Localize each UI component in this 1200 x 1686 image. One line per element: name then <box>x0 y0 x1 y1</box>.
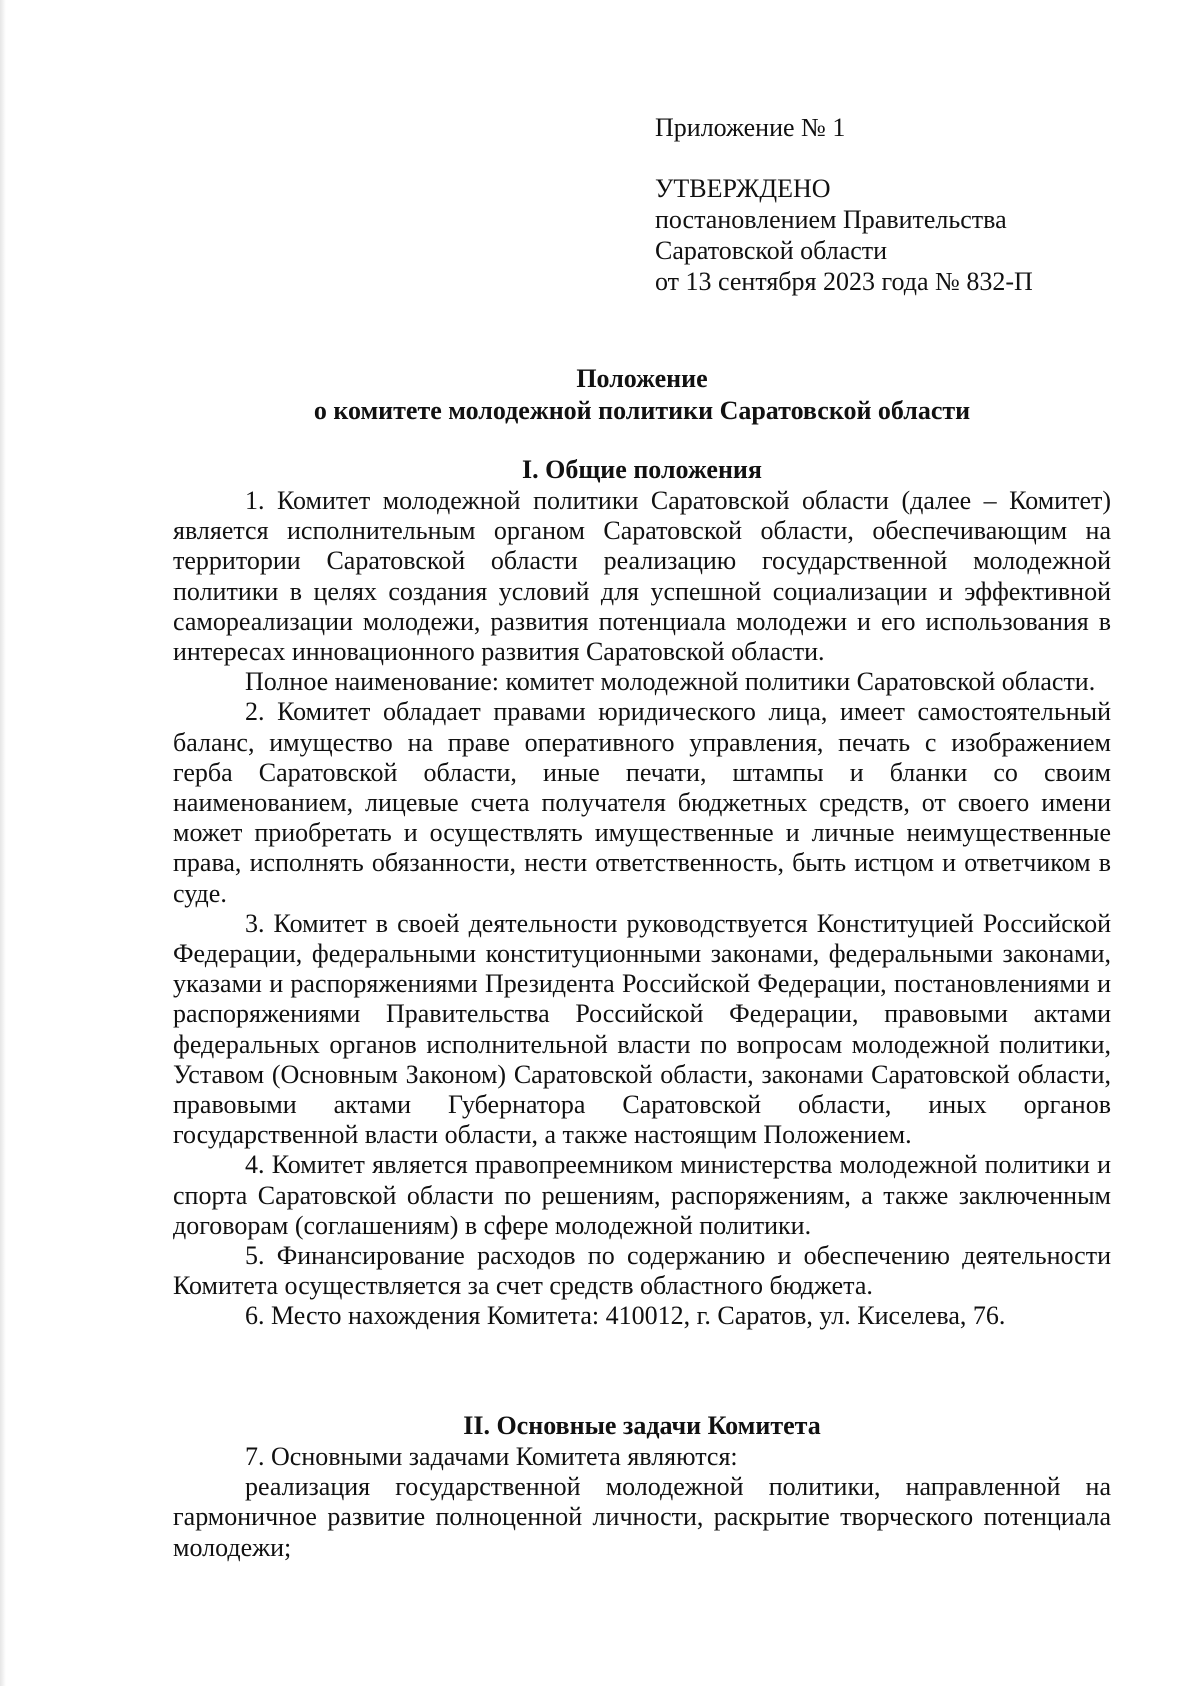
paragraph-7: 7. Основными задачами Комитета являются: <box>245 1442 738 1471</box>
approval-line-2: Саратовской области <box>655 236 888 265</box>
paragraph-1: 1. Комитет молодежной политики Саратовской области (далее – Комитет) является исполнительным органом Саратовской области, обеспечивающим на территории Саратовской области реализацию государственной молодежной политики в целях создания условий для успешной социализации и эффективной самореализации молодежи, развития потенциала молодежи и его использования в интересах инновационного развития Саратовской области. <box>173 486 1111 667</box>
approved-label: УТВЕРЖДЕНО <box>655 174 831 203</box>
paragraph-3: 3. Комитет в своей деятельности руководствуется Конституцией Российской Федерации, федеральными конституционными законами, федеральными законами, указами и распоряжениями Президента Российской Федерации, постановлениями и распоряжениями Правительства Российской Федерации, правовыми актами федеральных органов исполнительной власти по вопросам молодежной политики, Уставом (Основным Законом) Саратовской области, законами Саратовской области, правовыми актами Губернатора Саратовской области, иных органов государственной власти области, а также настоящим Положением. <box>173 908 1111 1150</box>
paragraph-6: 6. Место нахождения Комитета: 410012, г. Саратов, ул. Киселева, 76. <box>245 1301 1006 1331</box>
paragraph-4: 4. Комитет является правопреемником министерства молодежной политики и спорта Саратовской области по решениям, распоряжениям, а также заключенным договорам (соглашениям) в сфере молодежной политики. <box>173 1150 1111 1240</box>
document-title-line-2: о комитете молодежной политики Саратовской области <box>313 396 971 425</box>
section-2-body <box>173 1442 1111 1563</box>
document-title <box>173 363 1111 427</box>
paragraph-full-name: Полное наименование: комитет молодежной политики Саратовской области. <box>245 667 1096 697</box>
paragraph-2: 2. Комитет обладает правами юридического лица, имеет самостоятельный баланс, имущество на праве оперативного управления, печать с изображением герба Саратовской области, иные печати, штампы и бланки со своим наименованием, лицевые счета получателя бюджетных средств, от своего имени может приобретать и осуществлять имущественные и личные неимущественные права, исполнять обязанности, нести ответственность, быть истцом и ответчиком в суде. <box>173 697 1111 908</box>
section-1-heading: I. Общие положения <box>522 455 762 484</box>
document-title-line-1: Положение <box>576 364 708 393</box>
section-1-body <box>173 486 1111 1332</box>
paragraph-7-item-1: реализация государственной молодежной политики, направленной на гармоничное развитие полноценной личности, раскрытие творческого потенциала молодежи; <box>173 1472 1111 1562</box>
section-2-heading: II. Основные задачи Комитета <box>463 1411 821 1440</box>
approval-line-1: постановлением Правительства <box>655 205 1007 234</box>
scan-edge <box>0 0 6 1686</box>
annex-number: Приложение № 1 <box>655 113 846 142</box>
approval-line-3: от 13 сентября 2023 года № 832-П <box>655 267 1033 296</box>
approval-block <box>655 112 1033 297</box>
paragraph-5: 5. Финансирование расходов по содержанию и обеспечению деятельности Комитета осуществляется за счет средств областного бюджета. <box>173 1241 1111 1301</box>
